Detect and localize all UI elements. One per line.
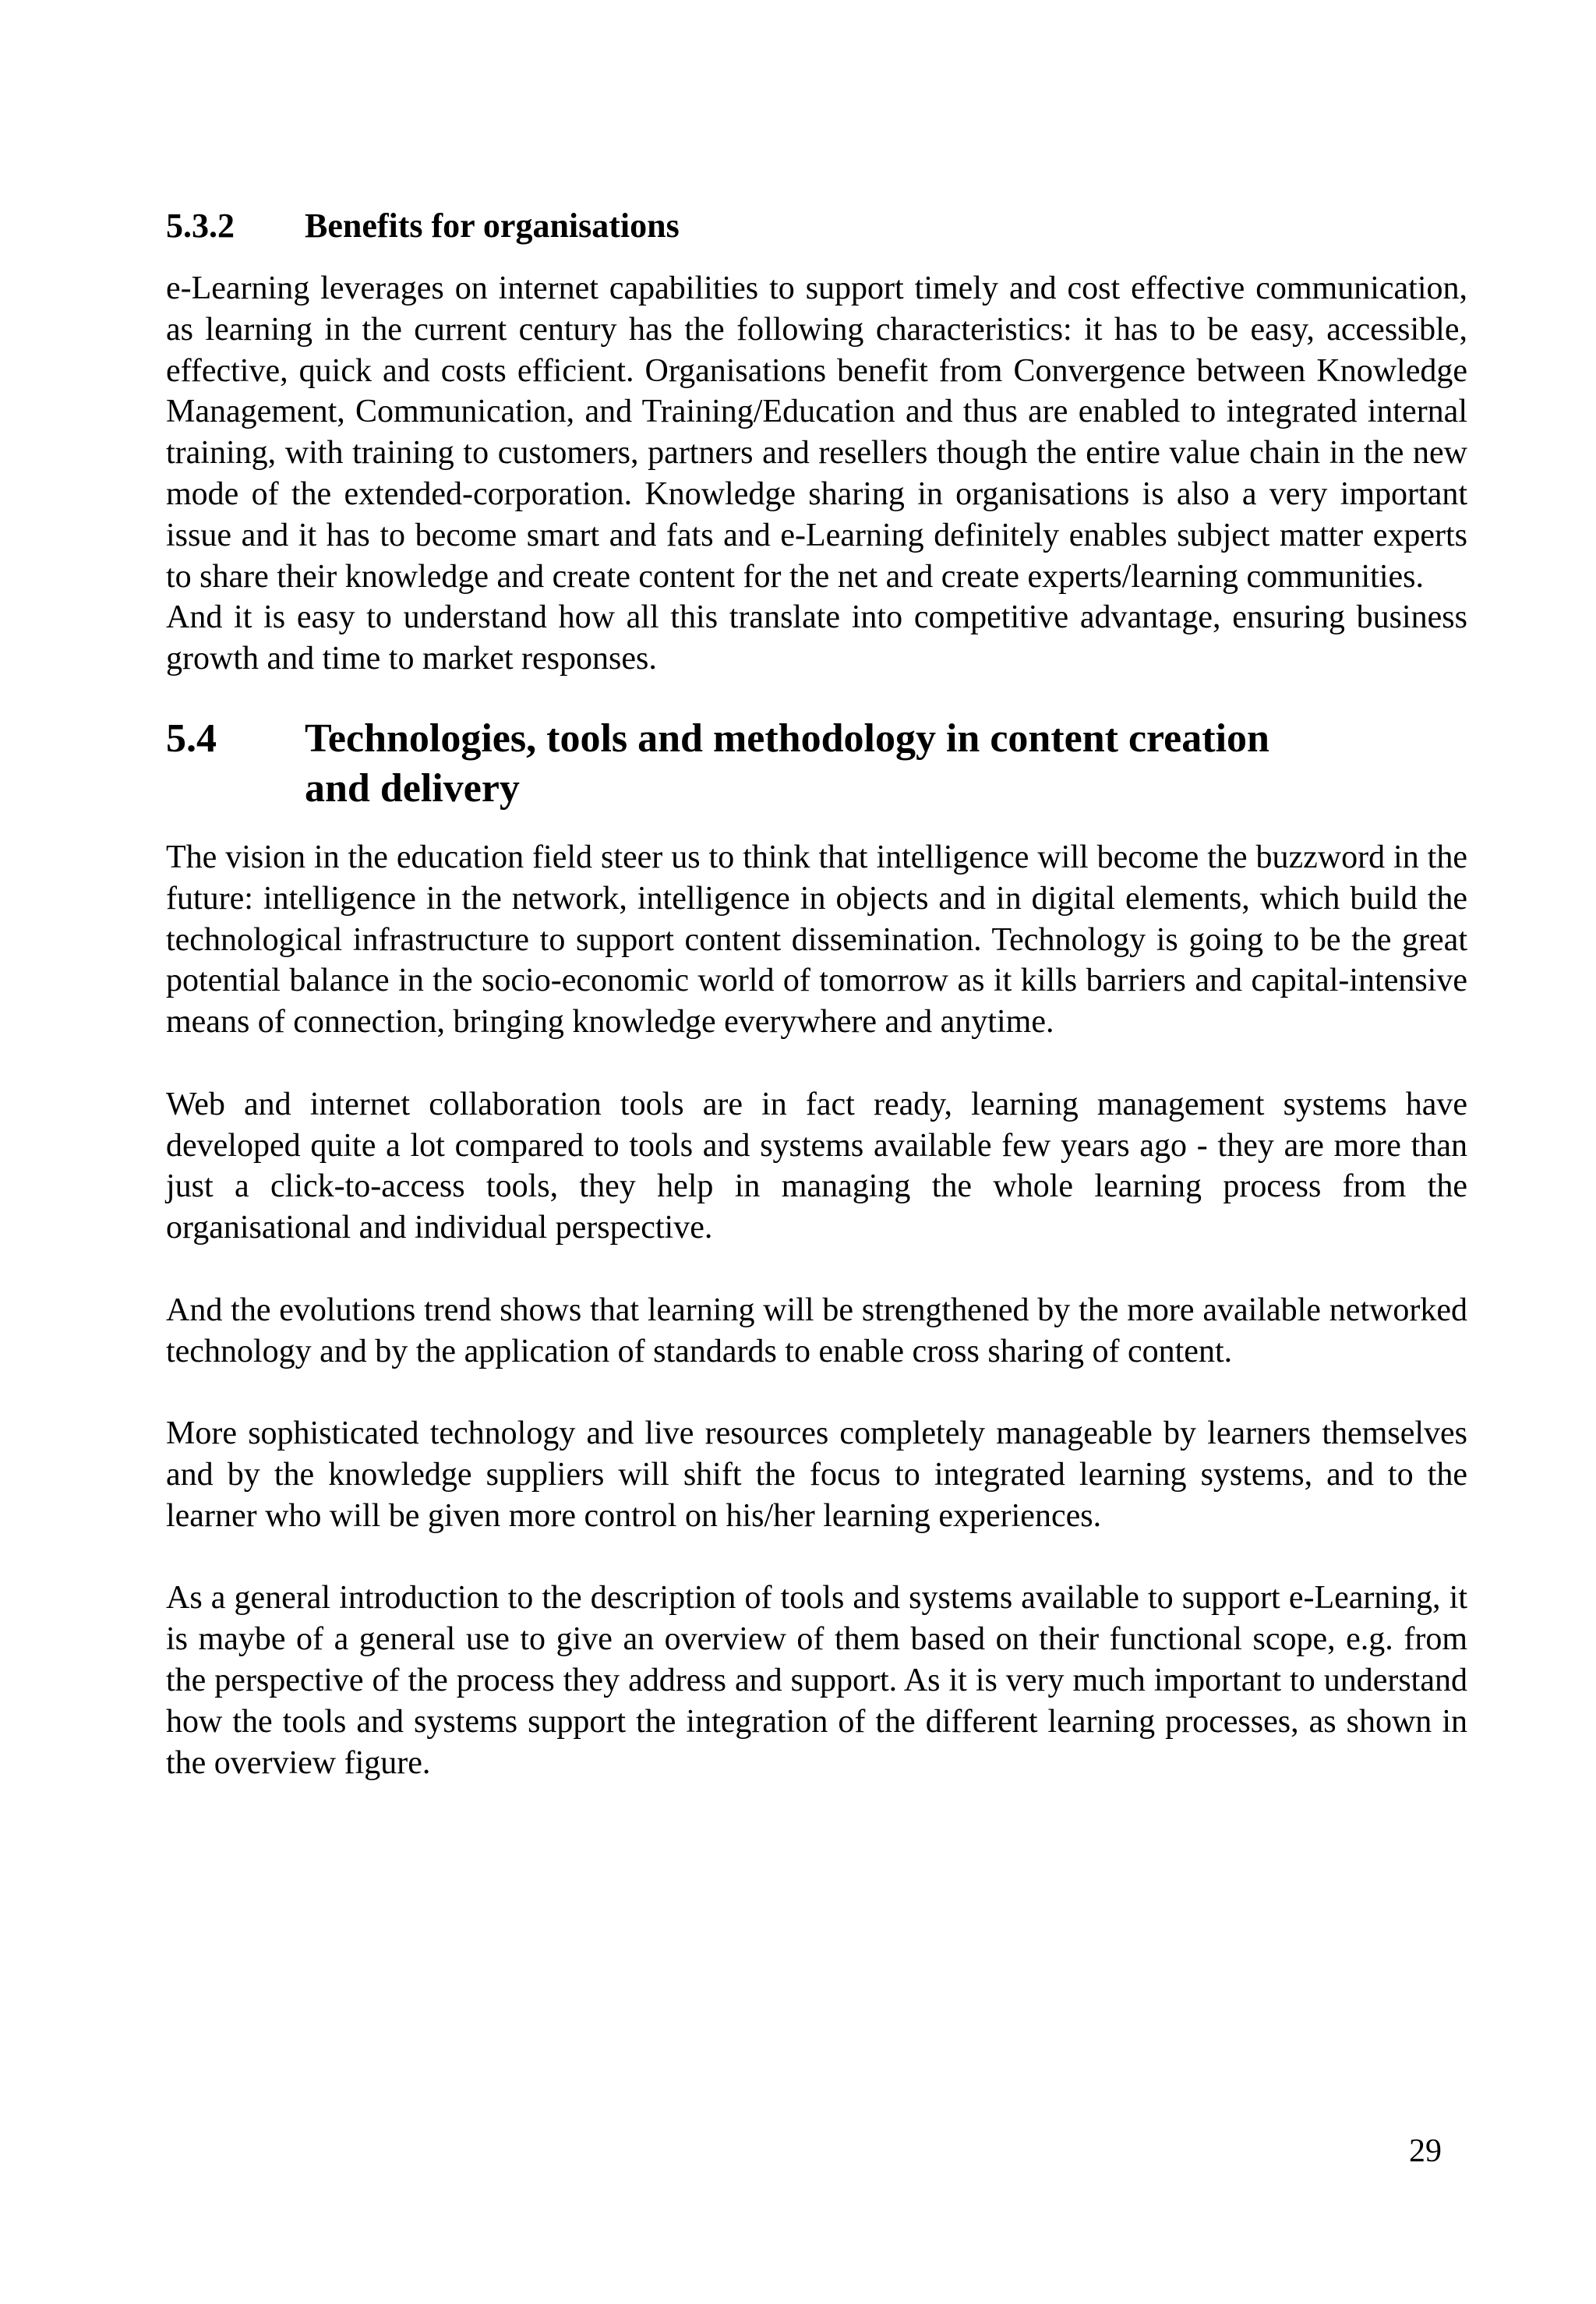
body-paragraph: And it is easy to understand how all this translate into competitive advantage, ensuring business growth and time to market responses.	[166, 599, 1467, 677]
section-number: 5.3.2	[166, 207, 235, 245]
section-heading-5-4	[166, 714, 1467, 814]
body-paragraph: More sophisticated technology and live resources completely manageable by learners themselves and by the knowledge suppliers will shift the focus to integrated learning systems, and to the learner who will be given more control on his/her learning experiences.	[166, 1415, 1467, 1534]
body-paragraph: As a general introduction to the description of tools and systems available to support e-Learning, it is maybe of a general use to give an overview of them based on their functional scope, e.g. from the perspective of the process they address and support. As it is very much important to understand how the tools and systems support the integration of the different learning processes, as shown in the overview figure.	[166, 1580, 1467, 1781]
section-title: Technologies, tools and methodology in content creation and delivery	[305, 716, 1269, 811]
section-title: Benefits for organisations	[305, 207, 680, 245]
body-paragraph: e-Learning leverages on internet capabilities to support timely and cost effective communication, as learning in the current century has the following characteristics: it has to be easy, accessible, effective, quick and costs efficient. Organisations benefit from Convergence between Knowledge Management, Communication, and Training/Education and thus are enabled to integrated internal training, with training to customers, partners and resellers though the entire value chain in the new mode of the extended-corporation. Knowledge sharing in organisations is also a very important issue and it has to become smart and fats and e-Learning definitely enables subject matter experts to share their knowledge and create content for the net and create experts/learning communities.	[166, 270, 1467, 595]
body-paragraph: The vision in the education field steer us to think that intelligence will become the buzzword in the future: intelligence in the network, intelligence in objects and in digital elements, which build the technological infrastructure to support content dissemination. Technology is going to be the great potential balance in the socio-economic world of tomorrow as it kills barriers and capital-intensive means of connection, bringing knowledge everywhere and anytime.	[166, 839, 1467, 1041]
page-content	[166, 201, 1467, 1783]
body-paragraph: And the evolutions trend shows that learning will be strengthened by the more available networked technology and by the application of standards to enable cross sharing of content.	[166, 1292, 1467, 1369]
page-number: 29	[1409, 2133, 1442, 2169]
body-paragraph: Web and internet collaboration tools are in fact ready, learning management systems have developed quite a lot compared to tools and systems available few years ago - they are more than just a click-to-access tools, they help in managing the whole learning process from the organisational and individual perspective.	[166, 1086, 1467, 1246]
section-number: 5.4	[166, 716, 217, 761]
section-heading-5-3-2	[166, 201, 1467, 251]
